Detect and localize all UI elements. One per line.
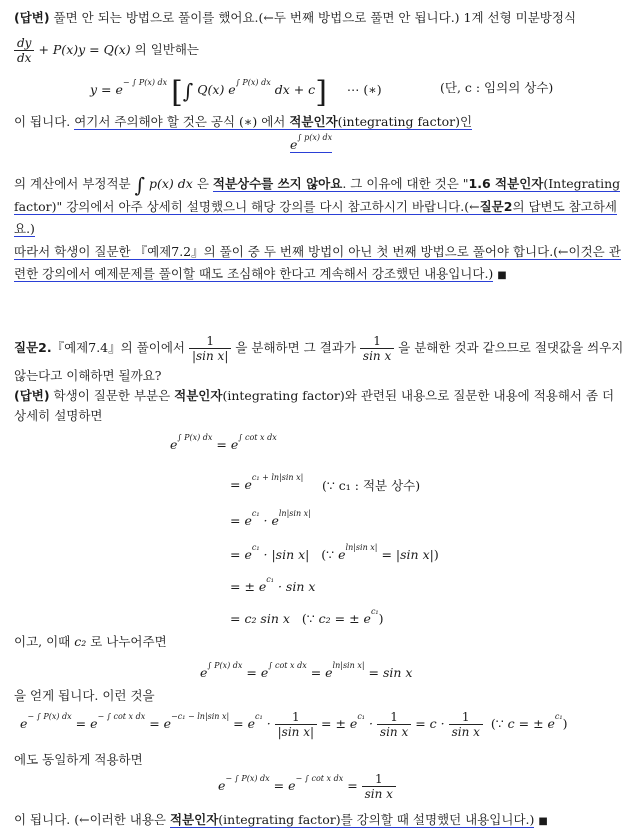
answer1-line8: 련한 강의에서 예제문제를 풀이할 때도 조심해야 한다고 계속해서 강조했던 내용입니다.) ■ <box>14 266 507 281</box>
answer1-line3: 이 됩니다. 여기서 주의해야 할 것은 공식 (∗) 에서 적분인자(integrating factor)인 <box>14 114 473 129</box>
answer-label: (답변) <box>14 10 50 25</box>
derivation-step2: = $e^{c_1 + ln|sin x|}$ <box>230 473 304 492</box>
question2-line2: 않는다고 이해하면 될까요? <box>14 368 162 383</box>
answer1-line4: 의 계산에서 부정적분 ∫ p(x) dx 은 적분상수를 쓰지 않아요. 그 이유에 대한 것은 "1.6 적분인자(Integrating <box>14 173 621 197</box>
derivation-step4: = $e^{c_1} \cdot |\sin$ x| (∵ $e^{ln|sin x|} = |\sin$ x|) <box>230 543 439 562</box>
answer1-line7: 따라서 학생이 질문한 『예제7.2』의 풀이 중 두 번째 방법이 아닌 첫 번째 방법으로 풀어야 합니다.(←이것은 관 <box>14 244 621 259</box>
derivation-step6: = c₂ sin x (∵ c₂ = ± $e^{c_1}$) <box>230 607 384 626</box>
answer2-text1: 이고, 이때 c₂ 로 나누어주면 <box>14 634 167 649</box>
derivation-result: $e^{\int P(x) dx} = e^{\int cot x dx} = e^{ln|sin x|} = \sin x$ <box>200 661 413 680</box>
answer1-line2: $\frac{dy}{dx}$ + P(x)y = Q(x) 의 일반해는 <box>14 36 628 65</box>
derivation-note1: (∵ c₁ : 적분 상수) <box>322 478 421 493</box>
dy-dx-fraction: $\frac{dy}{dx}$ <box>14 36 34 65</box>
answer2-line2: 상세히 설명하면 <box>14 408 103 423</box>
ode-equation: + P(x)y = Q(x) <box>38 42 131 57</box>
derivation-step3: = $e^{c_1} \cdot e^{ln|sin x|}$ <box>230 509 311 528</box>
answer2-text3: 에도 동일하게 적용하면 <box>14 752 143 767</box>
derivation-step1: $e^{\int P(x) dx} = e^{\int cot x dx}$ <box>170 433 277 452</box>
question2-line1: 질문2.『예제7.4』의 풀이에서 $\frac{1}{\text{|sin x|}}$ 을 분해하면 그 결과가 $\frac{1}{\text{sin x}}$ 을 분해한 것과 같으므로 절댓값을 씌우지 <box>14 334 624 363</box>
constant-note: (단, c : 임의의 상수) <box>440 80 554 95</box>
answer2-text2: 을 얻게 됩니다. 이런 것을 <box>14 688 155 703</box>
general-solution-formula: $y = e^{- \int P(x) dx}$ [∫ Q(x) $e^{\int P(x) dx}$ dx + c] ⋯ (∗) <box>90 75 382 110</box>
answer1-line6: 요.) <box>14 221 35 236</box>
inverse-factor-derivation: $e^{- \int P(x) dx} = e^{- \int cot x dx} = e^{-c_1 - ln|sin x|} = e^{c_1}$ · $\frac{1}{\text{|sin x|}}$ = ± $e^{c_1}$ · $\frac{1}{\text{sin x}}$ = c · $\frac{1}{\text{sin x}}$ (∵ c = ± $e^{c_1}$) <box>20 710 568 739</box>
answer1-line5: factor)" 강의에서 아주 상세히 설명했으니 해당 강의를 다시 참고하시기 바랍니다.(←질문2의 답변도 참고하세 <box>14 199 617 214</box>
derivation-step5: = ± $e^{c_1} \cdot \sin x$ <box>230 575 316 594</box>
question-label: 질문2. <box>14 340 52 355</box>
inverse-factor-result: $e^{- \int P(x) dx} = e^{- \int cot x dx}$ = $\frac{1}{\text{sin x}}$ <box>218 772 396 801</box>
answer2-closing: 이 됩니다. (←이러한 내용은 적분인자(integrating factor)를 강의할 때 설명했던 내용입니다.) ■ <box>14 812 548 827</box>
integrating-factor-expr: $e^{\int p(x) dx}$ <box>290 133 333 152</box>
answer1-line1: (답변) 풀면 안 되는 방법으로 풀이를 했어요.(←두 번째 방법으로 풀면 안 됩니다.) 1계 선형 미분방정식 <box>14 10 577 25</box>
answer2-line1: (답변) 학생이 질문한 부분은 적분인자(integrating factor)와 관련된 내용으로 질문한 내용에 적용해서 좀 더 <box>14 388 615 403</box>
